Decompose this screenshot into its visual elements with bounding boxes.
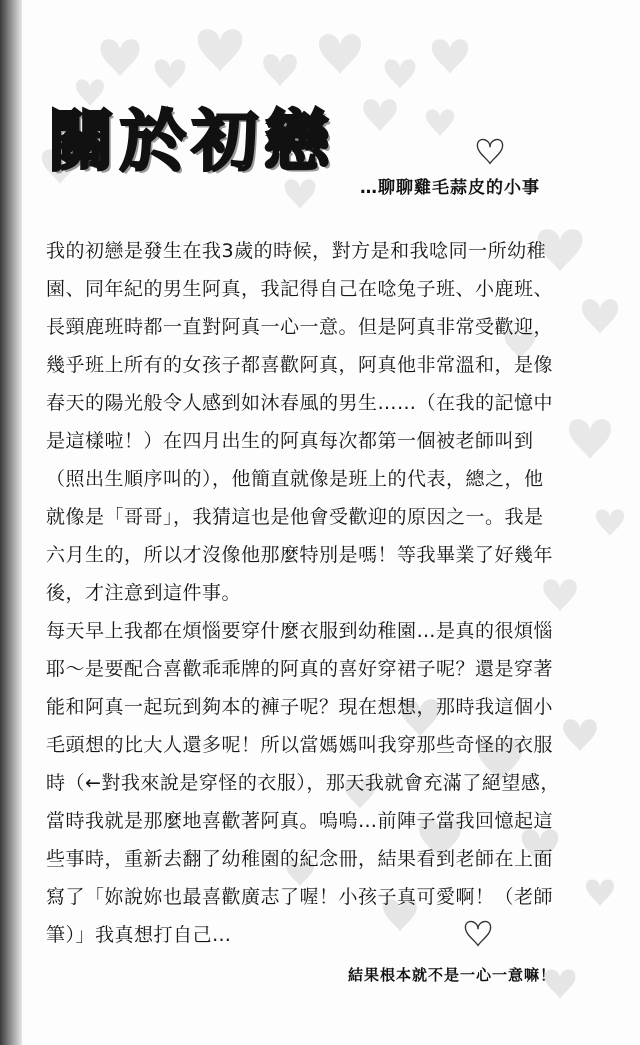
page-subtitle: …聊聊雞毛蒜皮的小事 (360, 178, 540, 198)
paragraph-1: 我的初戀是發生在我3歲的時候，對方是和我唸同一所幼稚園、同年紀的男生阿真，我記得自己在唸兔子班、小鹿班、長頸鹿班時都一直對阿真一心一意。但是阿真非常受歡迎，幾乎班上所有的女孩子都喜歡阿真，阿真他非常溫和，是像春天的陽光般令人感到如沐春風的男生……（在我的記憶中是這樣啦！）在四月出生的阿真每次都第一個被老師叫到（照出生順序叫的），他簡直就像是班上的代表，總之，他就像是「哥哥」，我猜這也是他會受歡迎的原因之一。我是六月生的，所以才沒像他那麼特別是嗎！等我畢業了好幾年後，才注意到這件事。 (46, 240, 554, 604)
paragraph-2: 每天早上我都在煩惱要穿什麼衣服到幼稚園…是真的很煩惱耶～是要配合喜歡乖乖牌的阿真的喜好穿裙子呢？還是穿著能和阿真一起玩到夠本的褲子呢？現在想想，那時我這個小毛頭想的比大人還多呢！所以當媽媽叫我穿那些奇怪的衣服時（←對我來說是穿怪的衣服），那天我就會充滿了絕望感，當時我就是那麼地喜歡著阿真。嗚嗚…前陣子當我回憶起這些事時，重新去翻了幼稚園的紀念冊，結果看到老師在上面寫了「妳說妳也最喜歡廣志了喔！小孩子真可愛啊！（老師筆）」我真想打自己… (46, 620, 560, 946)
footer-note: 結果根本就不是一心一意嘛！ (347, 966, 556, 984)
article-body (46, 232, 561, 954)
page-title: 關於初戀 (48, 102, 336, 180)
